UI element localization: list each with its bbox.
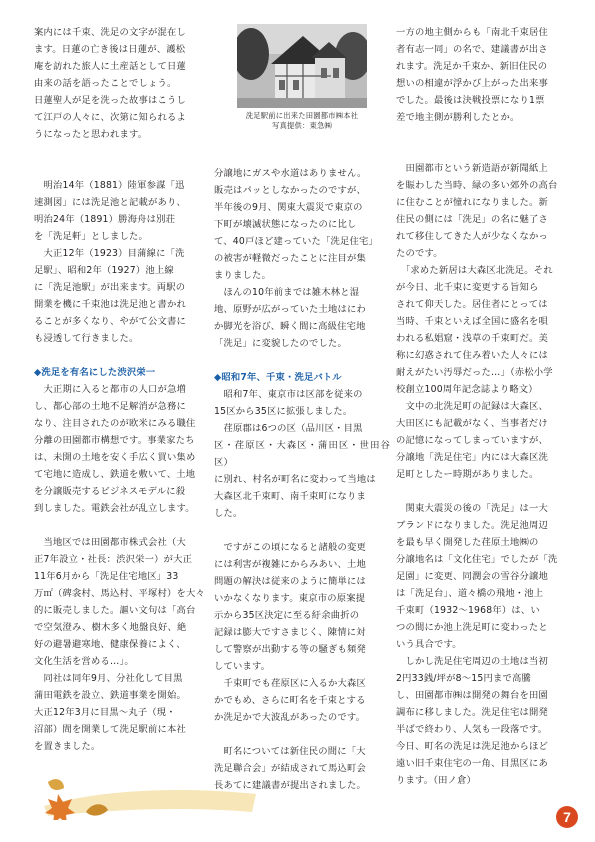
building-photo (237, 24, 367, 108)
column-3 (396, 24, 572, 789)
column-2 (214, 24, 390, 794)
section-heading: ◆昭和7年、千束・洗足バトル (214, 372, 342, 383)
paragraph: 当地区では田園都市株式会社（大 正7年設立・社長：渋沢栄一）が大正 11年6月から「洗足住宅地区」33 万㎡（碑衾村、馬込村、平塚村）を大々 的に販売しました。謳い文句は「高台 で空気澄み、樹木多く地盤良好、絶 好の避暑避寒地、健康保養によく、 文化生活を営める…」。 同社は同年9月、分社化して目黒 蒲田電鉄を設立、鉄道事業を開始。 大正12年3月に目黒～丸子（現・ 沼部）間を開業して洗足駅前に本社 を置きました。 (34, 537, 205, 752)
paragraph: 案内には千束、洗足の文字が混在し ます。日蓮の亡き後は日蓮が、護松 庵を訪れた旅人に土産話として日蓮 由来の話を語ったことでしょう。 日蓮聖人が足を洗った故事はこうし て江戸の人々に、次第に知られるよ うになったと思われます。 (34, 27, 186, 140)
paragraph: 一方の地主側からも「南北千束居住 者有志一同」の名で、建議書が出さ れます。洗足か千束か、新旧住民の 想いの相違が浮かび上がった出来事 でした。最後は決戦投票になり1票 差で地主側が勝利したとか。 (396, 27, 548, 123)
page-number-badge: 7 (556, 806, 578, 828)
paragraph: 昭和7年、東京市は区部を従来の 15区から35区に拡張しました。 荏原郡は6つの区（品川区・目黒 区・荏原区・大森区・蒲田区・世田谷区） に別れ、村名が町名に変わって当地は 大森区北千束町、南千束町になりま した。 (214, 389, 390, 519)
paragraph: 関東大震災の後の「洗足」は一大 ブランドになりました。洗足池周辺 を最も早く開発した荏原土地㈱の 分譲地名は「文化住宅」でしたが「洗 足園」に変更、同潤会の雪谷分譲地 は「洗足台」、道々橋の飛地・池上 千束町（1932～1968年）は、い つの間にか池上洗足町に変わったと いう具合です。 しかし洗足住宅周辺の土地は当初 2円33銭/坪が8～15円まで高騰 し、田園都市㈱は開発の舞台を田園 調布に移しました。洗足住宅は開発 半ばで終わり、人気も一段落です。 今日、町名の洗足は洗足池からほど 遠い旧千束住宅の一角、目黒区にあ ります。（田ノ倉） (396, 503, 558, 786)
paragraph: 大正期に入ると都市の人口が急増 し、都心部の土地不足解消が急務に なり、注目されたのが欧米にみる職住 分離の田園都市構想です。事業家たち は、未開の土地を安く手広く買い集め て宅地に造成し、鉄道を敷いて、土地 を分譲販売するビジネスモデルに殺 到しました。電鉄会社が乱立します。 (34, 384, 196, 514)
paragraph: ですがこの頃になると諸般の変更 には利害が複雑にからみあい、土地 問題の解決は従来のように簡単には いかなくなります。東京市の原案提 示から35区決定に至る紆余曲折の 記録は膨大ですさまじく、陳情に対 して警察が出動する等の騒ぎも頻発 しています。 千束町でも荏原区に入るか大森区 かでもめ、さらに町名を千束とする か洗足かで大波乱があったのです。 (214, 542, 366, 723)
photo-figure (214, 24, 390, 131)
section-heading: ◆洗足を有名にした渋沢栄一 (34, 367, 156, 378)
paragraph: 町名については新住民の間に「大 洗足聯合会」が結成されて馬込町会 長あてに建議書が提出されました。 (214, 746, 366, 791)
caption-text: 洗足駅前に出来た田園都市㈱本社 写真提供：東急㈱ (245, 111, 359, 130)
photo-caption (214, 111, 390, 131)
column-1 (34, 24, 210, 755)
paragraph: 分譲地にガスや水道はありません。 販売はパッとしなかったのですが、 半年後の9月、関東大震災で東京の 下町が壊滅状態になったのに比し て、40戸ほど建っていた「洗足住宅」 の被害が軽微だったことに注目が集 まりました。 ほんの10年前までは雑木林と湿 地、原野が広がっていた土地はにわ か脚光を浴び、瞬く間に高級住宅地 「洗足」に変貌したのでした。 (214, 168, 378, 349)
paragraph: 田園都市という新造語が新聞紙上 を賑わした当時、緑の多い郊外の高台 に住むことが憧れになりました。新 住民の側には「洗足」の名に魅了さ れて移住してきた人が少なくなかっ たのです。 「求めた新居は大森区北洗足。それ が今日、北千束に変更する旨知ら されて仰天した。居住者にとっては 当時、千束といえば全国に盛名を唄 われる私娼窟・浅草の千束町だ。美 称に幻惑されて住み着いた人々には 耐えがたい汚辱だった…」（赤松小学 校創立100周年記念誌より略文） 文中の北洗足町の記録は大森区、 大田区にも記載がなく、当事者だけ の記憶になってしまっていますが、 分譲地「洗足住宅」内には大森区洗 足町としたー時期がありました。 (396, 163, 558, 480)
paragraph: 明治14年（1881）陸軍参謀「迅 速測図」には洗足池と記載があり、 明治24年（1891）勝海舟は別荘 を「洗足軒」としました。 大正12年（1923）目蒲線に「洗 足駅」、昭和2年（1927）池上線 に「洗足池駅」が出来ます。両駅の 開業を機に千束池は洗足池と書かれ ることが多くなり、やがて公文書に も浸透して行きました。 (34, 180, 186, 344)
leaf-icon (48, 779, 64, 790)
autumn-leaves-decoration (38, 772, 260, 820)
